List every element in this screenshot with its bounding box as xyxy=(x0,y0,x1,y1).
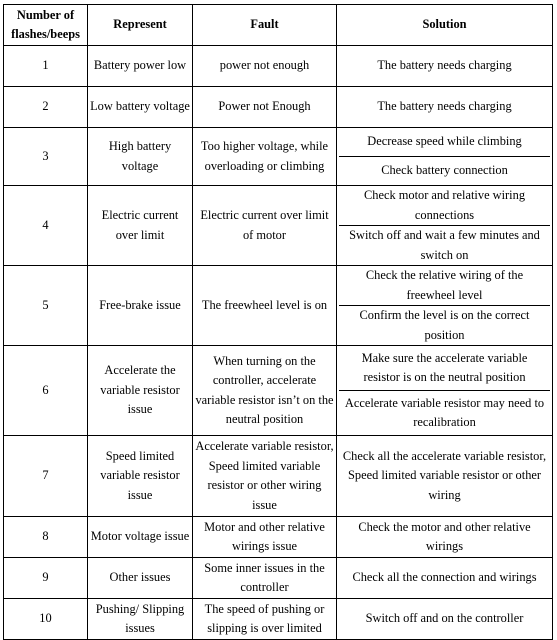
row-solution xyxy=(337,128,553,186)
row-number: 3 xyxy=(4,128,88,186)
solution-item: Check battery connection xyxy=(339,156,550,185)
table-row xyxy=(4,46,553,87)
header-fault: Fault xyxy=(193,5,337,46)
row-number: 6 xyxy=(4,346,88,436)
row-number: 4 xyxy=(4,186,88,266)
solution-item: Check the motor and other relative wirings xyxy=(358,519,531,553)
table-row xyxy=(4,436,553,517)
row-represent: Pushing/ Slipping issues xyxy=(88,599,193,640)
solution-item: The battery needs charging xyxy=(377,58,512,73)
row-solution xyxy=(337,436,553,517)
table-row xyxy=(4,266,553,346)
header-number: Number of flashes/beeps xyxy=(4,5,88,46)
row-solution xyxy=(337,186,553,266)
fault-code-table xyxy=(3,4,553,640)
row-number: 10 xyxy=(4,599,88,640)
row-fault: The speed of pushing or slipping is over limited xyxy=(193,599,337,640)
row-solution xyxy=(337,517,553,558)
row-solution xyxy=(337,266,553,346)
table-row xyxy=(4,346,553,436)
row-fault: Accelerate variable resistor, Speed limited variable resistor or other wiring issue xyxy=(193,436,337,517)
table-row xyxy=(4,186,553,266)
header-row xyxy=(4,5,553,46)
row-fault: When turning on the controller, accelerate variable resistor isn’t on the neutral position xyxy=(193,346,337,436)
solution-item: Decrease speed while climbing xyxy=(367,134,522,149)
row-represent: High battery voltage xyxy=(88,128,193,186)
row-solution xyxy=(337,346,553,436)
table-body xyxy=(4,46,553,640)
table-row xyxy=(4,599,553,640)
row-solution xyxy=(337,46,553,87)
solution-item: Check the relative wiring of the freewheel level xyxy=(365,268,524,302)
row-solution xyxy=(337,87,553,128)
solution-item: Confirm the level is on the correct position xyxy=(339,305,550,345)
row-represent: Accelerate the variable resistor issue xyxy=(88,346,193,436)
row-fault: power not enough xyxy=(193,46,337,87)
row-number: 5 xyxy=(4,266,88,346)
solution-item: Make sure the accelerate variable resistor is on the neutral position xyxy=(361,350,528,384)
solution-item: Check all the accelerate variable resistor, Speed limited variable resistor or other wiring xyxy=(342,448,547,502)
row-represent: Other issues xyxy=(88,558,193,599)
row-number: 7 xyxy=(4,436,88,517)
row-fault: Electric current over limit of motor xyxy=(193,186,337,266)
header-solution: Solution xyxy=(337,5,553,46)
row-number: 1 xyxy=(4,46,88,87)
table-row xyxy=(4,517,553,558)
row-number: 2 xyxy=(4,87,88,128)
row-represent: Low battery voltage xyxy=(88,87,193,128)
solution-item: Switch off and on the controller xyxy=(365,611,524,626)
solution-item: Accelerate variable resistor may need to recalibration xyxy=(339,390,550,435)
row-fault: Too higher voltage, while overloading or climbing xyxy=(193,128,337,186)
row-solution xyxy=(337,558,553,599)
row-solution xyxy=(337,599,553,640)
row-represent: Motor voltage issue xyxy=(88,517,193,558)
row-represent: Free-brake issue xyxy=(88,266,193,346)
row-represent: Electric current over limit xyxy=(88,186,193,266)
solution-item: Check all the connection and wirings xyxy=(352,570,537,585)
row-fault: Motor and other relative wirings issue xyxy=(193,517,337,558)
row-number: 8 xyxy=(4,517,88,558)
table-row xyxy=(4,128,553,186)
header-represent: Represent xyxy=(88,5,193,46)
table-row xyxy=(4,87,553,128)
row-number: 9 xyxy=(4,558,88,599)
row-represent: Speed limited variable resistor issue xyxy=(88,436,193,517)
row-fault: The freewheel level is on xyxy=(193,266,337,346)
solution-item: Check motor and relative wiring connections xyxy=(363,188,526,222)
row-represent: Battery power low xyxy=(88,46,193,87)
row-fault: Power not Enough xyxy=(193,87,337,128)
solution-item: Switch off and wait a few minutes and switch on xyxy=(339,225,550,265)
table-row xyxy=(4,558,553,599)
solution-item: The battery needs charging xyxy=(377,99,512,114)
row-fault: Some inner issues in the controller xyxy=(193,558,337,599)
